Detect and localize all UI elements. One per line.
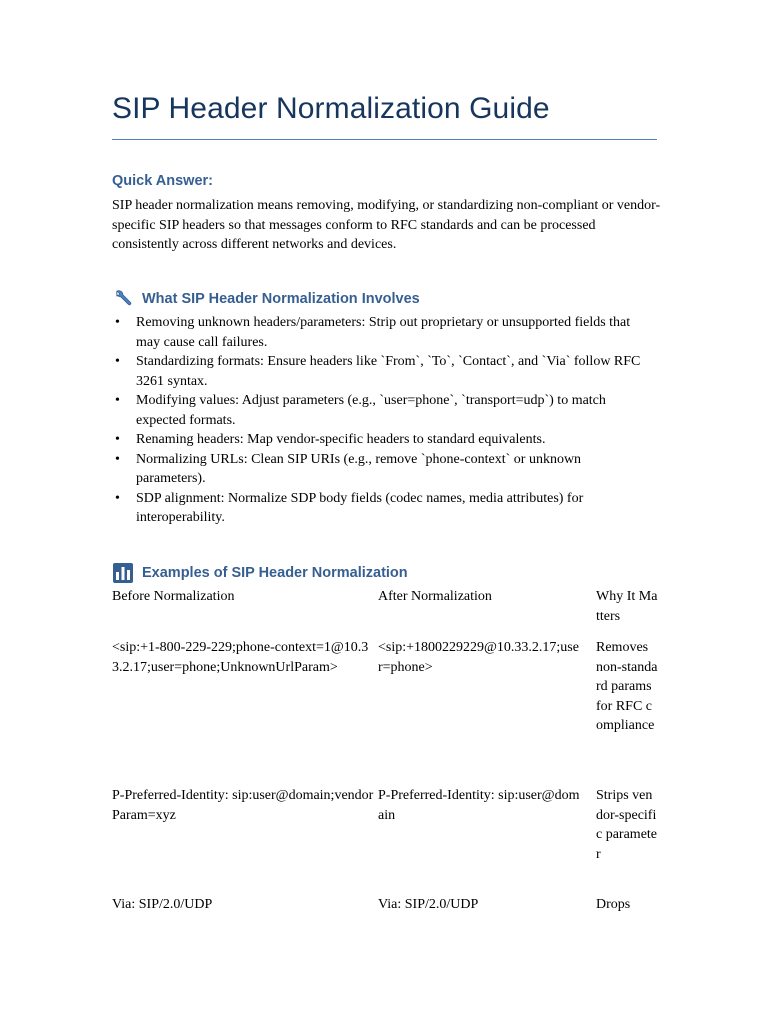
document-title: SIP Header Normalization Guide (112, 92, 550, 125)
quick-answer-heading: Quick Answer: (112, 173, 213, 189)
examples-heading: Examples of SIP Header Normalization (142, 565, 408, 581)
table-cell-after: <sip:+1800229229@10.33.2.17;user=phone> (378, 640, 579, 675)
wrench-icon (112, 288, 134, 310)
list-item: • Modifying values: Adjust parameters (e.g., `user=phone`, `transport=udp`) to match expected formats. (115, 393, 606, 428)
title-underline (112, 139, 657, 140)
table-cell-after: P-Preferred-Identity: sip:user@domain (378, 788, 580, 823)
table-cell-why: Drops (596, 897, 631, 912)
table-cell-why: Strips vendor-specific parameter (596, 788, 658, 862)
table-cell-before: <sip:+1-800-229-229;phone-context=1@10.33.2.17;user=phone;UnknownUrlParam> (112, 640, 369, 675)
table-header-after: After Normalization (378, 589, 492, 604)
quick-answer-text: SIP header normalization means removing, modifying, or standardizing non-compliant or vendor-specific SIP headers so that messages conform to RFC standards and can be processed consistently across different networks and devices. (112, 198, 661, 252)
bar-chart-icon (112, 562, 134, 584)
table-header-before: Before Normalization (112, 589, 235, 604)
list-item: • Standardizing formats: Ensure headers like `From`, `To`, `Contact`, and `Via` follow RFC 3261 syntax. (115, 354, 641, 389)
table-header-why: Why It Matters (596, 589, 658, 624)
involves-heading: What SIP Header Normalization Involves (142, 291, 420, 307)
list-item: • Removing unknown headers/parameters: Strip out proprietary or unsupported fields that may cause call failures. (115, 315, 631, 350)
table-cell-before: Via: SIP/2.0/UDP (112, 897, 213, 912)
examples-heading-row (112, 562, 408, 584)
table-cell-why: Removes non-standard params for RFC compliance (596, 640, 658, 733)
involves-heading-row (112, 288, 420, 310)
list-item: • SDP alignment: Normalize SDP body fields (codec names, media attributes) for interoperability. (115, 490, 584, 525)
table-cell-before: P-Preferred-Identity: sip:user@domain;vendorParam=xyz (112, 788, 374, 823)
list-item: • Renaming headers: Map vendor-specific headers to standard equivalents. (115, 432, 546, 447)
involves-bullet-list (112, 313, 652, 528)
list-item: • Normalizing URLs: Clean SIP URIs (e.g., remove `phone-context` or unknown parameters). (115, 451, 582, 486)
table-cell-after: Via: SIP/2.0/UDP (378, 897, 479, 912)
